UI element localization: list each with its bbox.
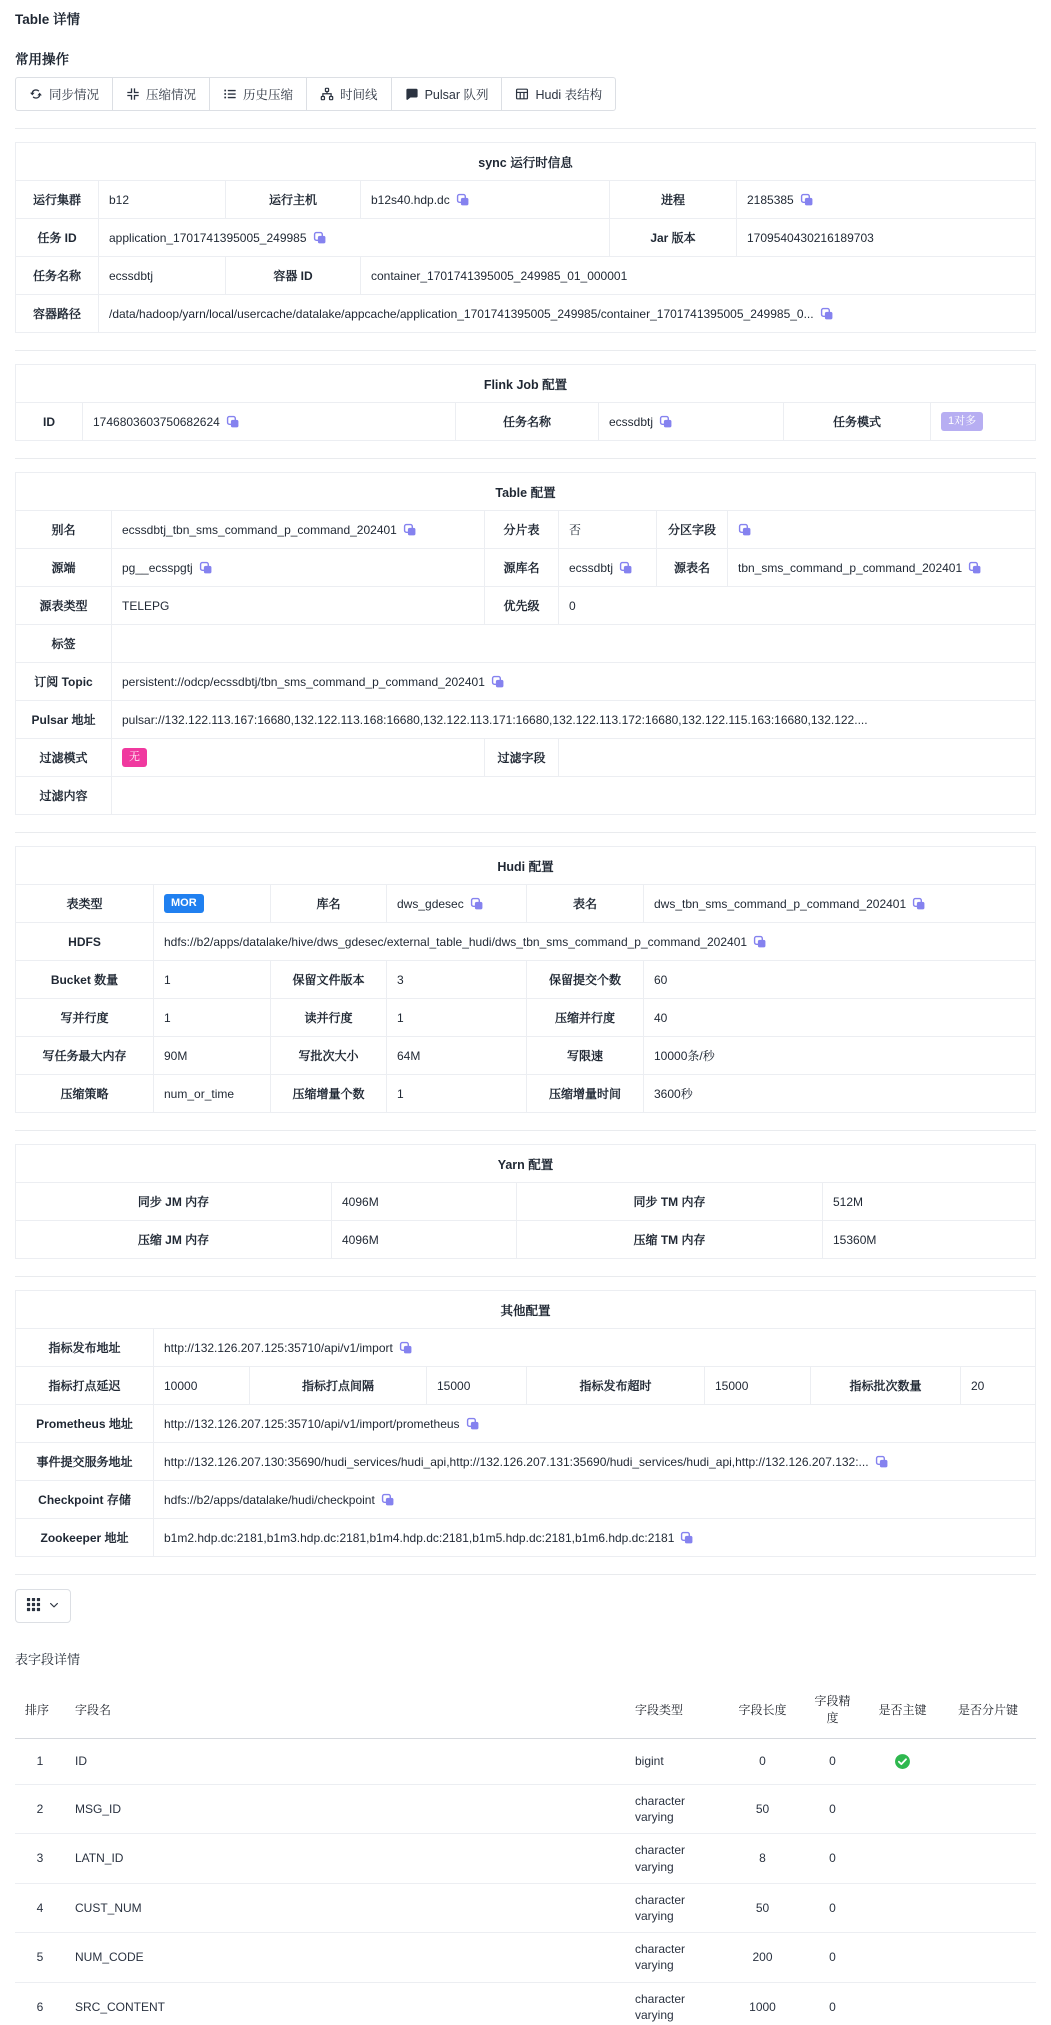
value-source-db: ecssdbtj — [559, 549, 657, 587]
value-compact-jm-memory: 4096M — [332, 1221, 517, 1259]
sync-icon — [29, 87, 43, 101]
chat-icon — [405, 87, 419, 101]
section-divider — [15, 1574, 1036, 1575]
copy-icon[interactable] — [875, 1455, 889, 1469]
value-source-table: tbn_sms_command_p_command_202401 — [728, 549, 1036, 587]
hudi-schema-button[interactable] — [501, 77, 616, 111]
label-task-id: 任务 ID — [16, 219, 99, 257]
label-compact-delta-commits: 压缩增量个数 — [271, 1075, 387, 1113]
field-precision: 0 — [800, 1933, 865, 1982]
section-title: 其他配置 — [16, 1291, 1036, 1329]
field-precision: 0 — [800, 1883, 865, 1932]
value-jar-version: 1709540430216189703 — [737, 219, 1036, 257]
label-subscribe-topic: 订阅 Topic — [16, 663, 112, 701]
value-filter-field — [559, 739, 1036, 777]
copy-icon[interactable] — [912, 897, 926, 911]
field-row — [15, 1982, 1036, 2025]
common-ops-heading: 常用操作 — [15, 52, 69, 67]
value-table-name: dws_tbn_sms_command_p_command_202401 — [644, 885, 1036, 923]
col-order: 排序 — [15, 1680, 65, 1739]
field-name: NUM_CODE — [65, 1933, 625, 1982]
value-source: pg__ecsspgtj — [112, 549, 485, 587]
value-metric-interval: 15000 — [427, 1367, 527, 1405]
field-precision: 0 — [800, 1785, 865, 1834]
field-type: character varying — [625, 1933, 725, 1982]
col-field-precision: 字段精度 — [800, 1680, 865, 1739]
field-primary — [865, 1883, 940, 1932]
value-compact-parallelism: 40 — [644, 999, 1036, 1037]
value-metric-batch-count: 20 — [961, 1367, 1036, 1405]
value-task-id: application_1701741395005_249985 — [99, 219, 610, 257]
field-length: 0 — [725, 1739, 800, 1785]
list-icon — [223, 87, 237, 101]
label-alias: 别名 — [16, 511, 112, 549]
label-db-name: 库名 — [271, 885, 387, 923]
field-precision: 0 — [800, 1739, 865, 1785]
field-name: LATN_ID — [65, 1834, 625, 1883]
button-label: Hudi 表结构 — [535, 88, 603, 102]
field-shard — [940, 1739, 1036, 1785]
value-container-path: /data/hadoop/yarn/local/usercache/datalake/appcache/application_1701741395005_249985/container_1701741395005_249985_0... — [99, 295, 1036, 333]
value-metric-timeout: 15000 — [705, 1367, 811, 1405]
section-divider — [15, 1276, 1036, 1277]
label-filter-content: 过滤内容 — [16, 777, 112, 815]
label-run-host: 运行主机 — [226, 181, 361, 219]
field-primary — [865, 1834, 940, 1883]
label-keep-file-versions: 保留文件版本 — [271, 961, 387, 999]
field-shard — [940, 1883, 1036, 1932]
copy-icon[interactable] — [491, 675, 505, 689]
value-compact-strategy: num_or_time — [154, 1075, 271, 1113]
field-order: 5 — [15, 1933, 65, 1982]
col-is-shard-key: 是否分片键 — [940, 1680, 1036, 1739]
value-process: 2185385 — [737, 181, 1036, 219]
field-order: 4 — [15, 1883, 65, 1932]
label-flink-id: ID — [16, 403, 83, 441]
copy-icon[interactable] — [738, 523, 752, 537]
value-write-rate-limit: 10000条/秒 — [644, 1037, 1036, 1075]
field-type: bigint — [625, 1739, 725, 1785]
label-flink-task-name: 任务名称 — [456, 403, 599, 441]
copy-icon[interactable] — [470, 897, 484, 911]
table-config-table — [15, 472, 1036, 815]
history-compression-button[interactable] — [209, 77, 307, 111]
value-write-parallelism: 1 — [154, 999, 271, 1037]
field-name: CUST_NUM — [65, 1883, 625, 1932]
col-is-primary-key: 是否主键 — [865, 1680, 940, 1739]
label-prometheus-address: Prometheus 地址 — [16, 1405, 154, 1443]
flink-job-table — [15, 364, 1036, 441]
value-flink-id: 1746803603750682624 — [83, 403, 456, 441]
label-filter-field: 过滤字段 — [485, 739, 559, 777]
value-compact-delta-time: 3600秒 — [644, 1075, 1036, 1113]
copy-icon[interactable] — [659, 415, 673, 429]
value-partition-field — [728, 511, 1036, 549]
field-order: 2 — [15, 1785, 65, 1834]
value-run-cluster: b12 — [99, 181, 226, 219]
value-priority: 0 — [559, 587, 1036, 625]
field-row — [15, 1834, 1036, 1883]
field-primary — [865, 1982, 940, 2025]
chevron-down-icon — [48, 1599, 60, 1614]
value-task-mode — [931, 403, 1036, 441]
label-sync-tm-memory: 同步 TM 内存 — [517, 1183, 823, 1221]
label-sharded: 分片表 — [485, 511, 559, 549]
column-settings-dropdown-button[interactable] — [15, 1589, 71, 1623]
compress-icon — [126, 87, 140, 101]
copy-icon[interactable] — [619, 561, 633, 575]
label-write-max-memory: 写任务最大内存 — [16, 1037, 154, 1075]
label-table-name: 表名 — [527, 885, 644, 923]
field-order: 6 — [15, 1982, 65, 2025]
field-length: 50 — [725, 1785, 800, 1834]
label-zookeeper-address: Zookeeper 地址 — [16, 1519, 154, 1557]
field-type: character varying — [625, 1834, 725, 1883]
value-compact-delta-commits: 1 — [387, 1075, 527, 1113]
value-zookeeper-address: b1m2.hdp.dc:2181,b1m3.hdp.dc:2181,b1m4.hdp.dc:2181,b1m5.hdp.dc:2181,b1m6.hdp.dc:2181 — [154, 1519, 1036, 1557]
label-checkpoint-storage: Checkpoint 存储 — [16, 1481, 154, 1519]
yarn-config-table — [15, 1144, 1036, 1259]
field-row — [15, 1883, 1036, 1932]
section-title: sync 运行时信息 — [16, 143, 1036, 181]
field-primary — [865, 1933, 940, 1982]
label-task-mode: 任务模式 — [784, 403, 931, 441]
common-ops-toolbar — [15, 77, 1036, 111]
field-shard — [940, 1834, 1036, 1883]
copy-icon[interactable] — [226, 415, 240, 429]
timeline-button[interactable] — [306, 77, 392, 111]
label-pulsar-address: Pulsar 地址 — [16, 701, 112, 739]
field-shard — [940, 1933, 1036, 1982]
label-event-submit-address: 事件提交服务地址 — [16, 1443, 154, 1481]
pulsar-queue-button[interactable] — [391, 77, 503, 111]
value-write-batch-size: 64M — [387, 1037, 527, 1075]
sync-runtime-table — [15, 142, 1036, 333]
col-field-length: 字段长度 — [725, 1680, 800, 1739]
field-length: 50 — [725, 1883, 800, 1932]
value-sharded: 否 — [559, 511, 657, 549]
label-bucket-count: Bucket 数量 — [16, 961, 154, 999]
section-title: Yarn 配置 — [16, 1145, 1036, 1183]
label-container-id: 容器 ID — [226, 257, 361, 295]
field-primary — [865, 1739, 940, 1785]
field-order: 1 — [15, 1739, 65, 1785]
label-metric-timeout: 指标发布超时 — [527, 1367, 705, 1405]
label-source-table: 源表名 — [657, 549, 728, 587]
button-label: Pulsar 队列 — [424, 88, 489, 102]
field-name: SRC_CONTENT — [65, 1982, 625, 2025]
value-keep-commits: 60 — [644, 961, 1036, 999]
field-row — [15, 1933, 1036, 1982]
section-divider — [15, 1130, 1036, 1131]
col-field-type: 字段类型 — [625, 1680, 725, 1739]
label-compact-tm-memory: 压缩 TM 内存 — [517, 1221, 823, 1259]
copy-icon[interactable] — [456, 193, 470, 207]
section-divider — [15, 350, 1036, 351]
value-flink-task-name: ecssdbtj — [599, 403, 784, 441]
value-read-parallelism: 1 — [387, 999, 527, 1037]
label-compact-strategy: 压缩策略 — [16, 1075, 154, 1113]
field-length: 1000 — [725, 1982, 800, 2025]
value-sync-jm-memory: 4096M — [332, 1183, 517, 1221]
label-keep-commits: 保留提交个数 — [527, 961, 644, 999]
timeline-icon — [320, 87, 334, 101]
value-keep-file-versions: 3 — [387, 961, 527, 999]
value-metric-delay: 10000 — [154, 1367, 250, 1405]
copy-icon[interactable] — [313, 231, 327, 245]
value-write-max-memory: 90M — [154, 1037, 271, 1075]
section-divider — [15, 832, 1036, 833]
button-label: 同步情况 — [49, 88, 100, 102]
field-length: 200 — [725, 1933, 800, 1982]
value-checkpoint-storage: hdfs://b2/apps/datalake/hudi/checkpoint — [154, 1481, 1036, 1519]
value-event-submit-address: http://132.126.207.130:35690/hudi_services/hudi_api,http://132.126.207.131:35690/hudi_services/hudi_api,http://132.126.207.132:... — [154, 1443, 1036, 1481]
label-write-parallelism: 写并行度 — [16, 999, 154, 1037]
label-container-path: 容器路径 — [16, 295, 99, 333]
field-length: 8 — [725, 1834, 800, 1883]
copy-icon[interactable] — [199, 561, 213, 575]
value-task-name: ecssdbtj — [99, 257, 226, 295]
page-title: Table 详情 — [15, 12, 81, 27]
button-label: 时间线 — [340, 88, 378, 102]
copy-icon[interactable] — [680, 1531, 694, 1545]
table-type-badge: MOR — [164, 894, 204, 913]
value-hdfs: hdfs://b2/apps/datalake/hive/dws_gdesec/external_table_hudi/dws_tbn_sms_command_p_command_202401 — [154, 923, 1036, 961]
value-table-type — [154, 885, 271, 923]
copy-icon[interactable] — [968, 561, 982, 575]
value-pulsar-address: pulsar://132.122.113.167:16680,132.122.113.168:16680,132.122.113.171:16680,132.122.113.172:16680,132.122.115.163:16680,132.122.... — [112, 701, 1036, 739]
label-table-type: 表类型 — [16, 885, 154, 923]
label-process: 进程 — [610, 181, 737, 219]
label-filter-mode: 过滤模式 — [16, 739, 112, 777]
copy-icon[interactable] — [753, 935, 767, 949]
table-icon — [515, 87, 529, 101]
label-jar-version: Jar 版本 — [610, 219, 737, 257]
value-compact-tm-memory: 15360M — [823, 1221, 1036, 1259]
copy-icon[interactable] — [820, 307, 834, 321]
other-config-table — [15, 1290, 1036, 1557]
sync-status-button[interactable] — [15, 77, 113, 111]
fields-section-heading: 表字段详情 — [15, 1652, 81, 1667]
check-circle-icon — [894, 1753, 911, 1770]
label-metric-batch-count: 指标批次数量 — [811, 1367, 961, 1405]
value-container-id: container_1701741395005_249985_01_000001 — [361, 257, 1036, 295]
label-source: 源端 — [16, 549, 112, 587]
compression-status-button[interactable] — [112, 77, 210, 111]
button-label: 压缩情况 — [146, 88, 197, 102]
field-row — [15, 1739, 1036, 1785]
value-db-name: dws_gdesec — [387, 885, 527, 923]
field-type: character varying — [625, 1785, 725, 1834]
field-precision: 0 — [800, 1834, 865, 1883]
fields-header-row — [15, 1680, 1036, 1739]
label-source-type: 源表类型 — [16, 587, 112, 625]
value-alias: ecssdbtj_tbn_sms_command_p_command_202401 — [112, 511, 485, 549]
label-compact-delta-time: 压缩增量时间 — [527, 1075, 644, 1113]
label-write-batch-size: 写批次大小 — [271, 1037, 387, 1075]
section-title: Table 配置 — [16, 473, 1036, 511]
value-metric-publish-address: http://132.126.207.125:35710/api/v1/import — [154, 1329, 1036, 1367]
value-filter-content — [112, 777, 1036, 815]
value-prometheus-address: http://132.126.207.125:35710/api/v1/import/prometheus — [154, 1405, 1036, 1443]
label-tags: 标签 — [16, 625, 112, 663]
section-divider — [15, 128, 1036, 129]
hudi-config-table — [15, 846, 1036, 1113]
value-run-host: b12s40.hdp.dc — [361, 181, 610, 219]
field-type: character varying — [625, 1982, 725, 2025]
button-label: 历史压缩 — [243, 88, 294, 102]
label-run-cluster: 运行集群 — [16, 181, 99, 219]
section-title: Flink Job 配置 — [16, 365, 1036, 403]
copy-icon[interactable] — [403, 523, 417, 537]
field-primary — [865, 1785, 940, 1834]
label-hdfs: HDFS — [16, 923, 154, 961]
label-compact-parallelism: 压缩并行度 — [527, 999, 644, 1037]
label-metric-publish-address: 指标发布地址 — [16, 1329, 154, 1367]
value-filter-mode — [112, 739, 485, 777]
value-bucket-count: 1 — [154, 961, 271, 999]
task-mode-badge: 1对多 — [941, 412, 983, 431]
field-shard — [940, 1785, 1036, 1834]
field-name: MSG_ID — [65, 1785, 625, 1834]
field-shard — [940, 1982, 1036, 2025]
copy-icon[interactable] — [466, 1417, 480, 1431]
field-precision: 0 — [800, 1982, 865, 2025]
label-metric-delay: 指标打点延迟 — [16, 1367, 154, 1405]
copy-icon[interactable] — [399, 1341, 413, 1355]
section-title: Hudi 配置 — [16, 847, 1036, 885]
field-name: ID — [65, 1739, 625, 1785]
field-type: character varying — [625, 1883, 725, 1932]
value-subscribe-topic: persistent://odcp/ecssdbtj/tbn_sms_command_p_command_202401 — [112, 663, 1036, 701]
table-fields-table — [15, 1680, 1036, 2025]
label-sync-jm-memory: 同步 JM 内存 — [16, 1183, 332, 1221]
value-tags — [112, 625, 1036, 663]
section-divider — [15, 458, 1036, 459]
filter-mode-badge: 无 — [122, 748, 147, 767]
value-sync-tm-memory: 512M — [823, 1183, 1036, 1221]
label-compact-jm-memory: 压缩 JM 内存 — [16, 1221, 332, 1259]
grid-icon — [26, 1597, 41, 1615]
label-partition-field: 分区字段 — [657, 511, 728, 549]
label-source-db: 源库名 — [485, 549, 559, 587]
copy-icon[interactable] — [800, 193, 814, 207]
label-read-parallelism: 读并行度 — [271, 999, 387, 1037]
field-order: 3 — [15, 1834, 65, 1883]
copy-icon[interactable] — [381, 1493, 395, 1507]
col-field-name: 字段名 — [65, 1680, 625, 1739]
label-task-name: 任务名称 — [16, 257, 99, 295]
label-priority: 优先级 — [485, 587, 559, 625]
value-source-type: TELEPG — [112, 587, 485, 625]
label-metric-interval: 指标打点间隔 — [250, 1367, 427, 1405]
field-row — [15, 1785, 1036, 1834]
label-write-rate-limit: 写限速 — [527, 1037, 644, 1075]
